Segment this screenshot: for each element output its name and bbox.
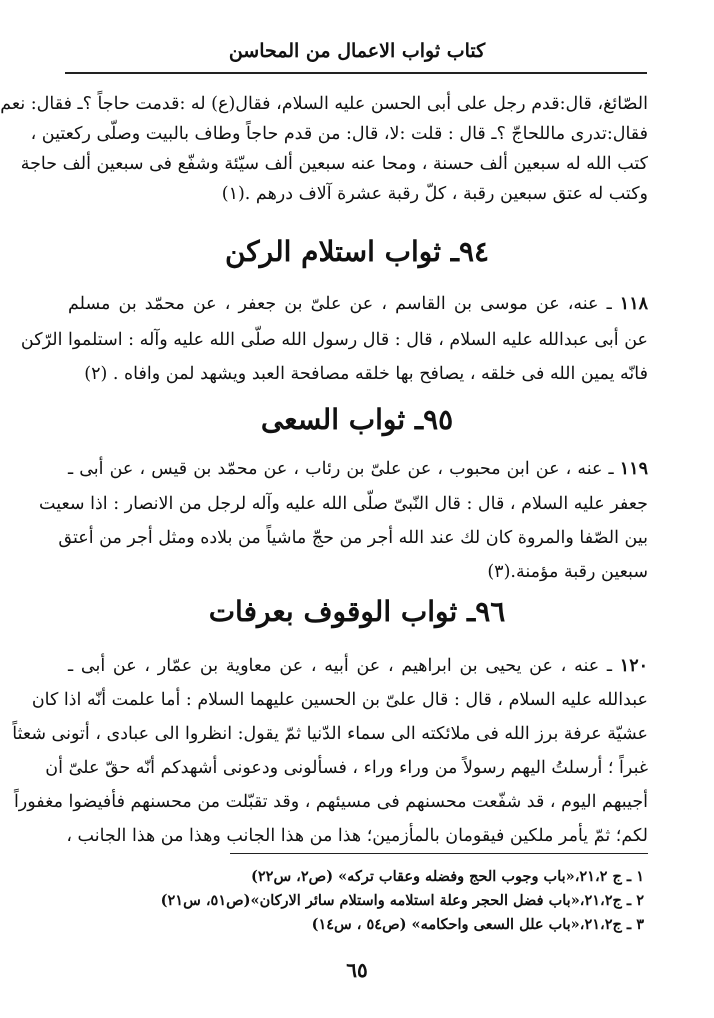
footnote: ٢ ـ ج٢١،٢،«باب فضل الحجر وعلة استلامه واستلام سائر الاركان»(ص٥١، س٢١)	[160, 892, 644, 909]
section-heading: ٩٥ـ ثواب السعى	[260, 403, 454, 436]
intro-line: وكتب له عتق سبعين رقبة ، كلّ رقبة عشرة آلاف درهم .(١)	[221, 184, 648, 204]
hadith-line	[68, 652, 648, 680]
footnote: ٣ ـ ج٢١،٢،«باب علل السعى واحكامه» (ص٥٤ ، س١٤)	[311, 916, 644, 933]
hadith-line: بين الصّفا والمروة كان لك عند الله أجر من حجّ ماشياً من بلاده ومثل أجر من أعتق	[58, 528, 648, 548]
hadith-line: عشيّة عرفة برز الله فى ملائكته الى سماء الدّنيا ثمّ يقول: انظروا الى عبادى ، أتونى شعثاً	[12, 724, 648, 744]
hadith-line: أجيبهم اليوم ، قد شفّعت محسنهم فى مسيئهم ، وقد تقبّلت من محسنهم فأفيضوا مغفوراً	[13, 792, 648, 812]
hadith-line: لكم؛ ثمّ يأمر ملكين فيقومان بالمأزمين؛ هذا من هذا الجانب وهذا من هذا الجانب ،	[66, 826, 648, 846]
hadith-line: فانّه يمين الله فى خلقه ، يصافح بها خلقه مصافحة العبد ويشهد لمن وافاه . (٢)	[84, 364, 648, 384]
hadith-text: ـ عنه، عن موسى بن القاسم ، عن علىّ بن جعفر ، عن محمّد بن مسلم	[68, 294, 612, 314]
intro-line: الصّائغ، قال:قدم رجل على أبى الحسن عليه السلام، فقال(ع) له :قدمت حاجاً ؟ـ فقال: نعم	[0, 94, 648, 114]
page-number: ٦٥	[346, 958, 368, 982]
section-heading: ٩٦ـ ثواب الوقوف بعرفات	[208, 595, 506, 628]
hadith-text: ـ عنه ، عن ابن محبوب ، عن علىّ بن رئاب ، عن محمّد بن قيس ، عن أبى ـ	[68, 459, 614, 479]
hadith-line: عن أبى عبدالله عليه السلام ، قال : قال رسول الله صلّى الله عليه وآله : استلموا الرّكن	[20, 330, 648, 350]
hadith-line: سبعين رقبة مؤمنة.(٣)	[487, 562, 648, 582]
hadith-line: عبدالله عليه السلام ، قال : قال علىّ بن الحسين عليهما السلام : أما علمت أنّه اذا كان	[31, 690, 648, 710]
intro-line: كتب الله له سبعين ألف حسنة ، ومحا عنه سبعين ألف سيّئة وشفّع فى سبعين ألف حاجة	[20, 154, 648, 174]
header-rule	[65, 72, 647, 74]
intro-line: فقال:تدرى ماللحاجّ ؟ـ قال : قلت :لا، قال: من قدم حاجاً وطاف بالبيت وصلّى ركعتين ،	[30, 124, 648, 144]
running-header: كتاب ثواب الاعمال من المحاسن	[228, 40, 486, 62]
section-heading: ٩٤ـ ثواب استلام الركن	[224, 235, 490, 268]
hadith-number: ١١٨	[619, 294, 648, 314]
footnote: ١ ـ ج ٢١،٢،«باب وجوب الحج وفضله وعقاب تركه» (ص٢، س٢٢)	[250, 868, 644, 885]
hadith-line: غبراً ؛ أرسلتُ اليهم رسولاً من وراء وراء ، فسألونى ودعونى أشهدكم أنّه حقّ علىّ أن	[45, 758, 648, 778]
hadith-text: ـ عنه ، عن يحيى بن ابراهيم ، عن أبيه ، عن معاوية بن عمّار ، عن أبى ـ	[68, 656, 613, 676]
hadith-line: جعفر عليه السلام ، قال : قال النّبىّ صلّى الله عليه وآله لرجل من الانصار : اذا سعيت	[39, 494, 648, 514]
hadith-line	[68, 455, 648, 483]
hadith-number: ١١٩	[619, 459, 648, 479]
footnote-rule	[230, 853, 648, 854]
hadith-line	[68, 290, 648, 318]
hadith-number: ١٢٠	[619, 656, 648, 676]
